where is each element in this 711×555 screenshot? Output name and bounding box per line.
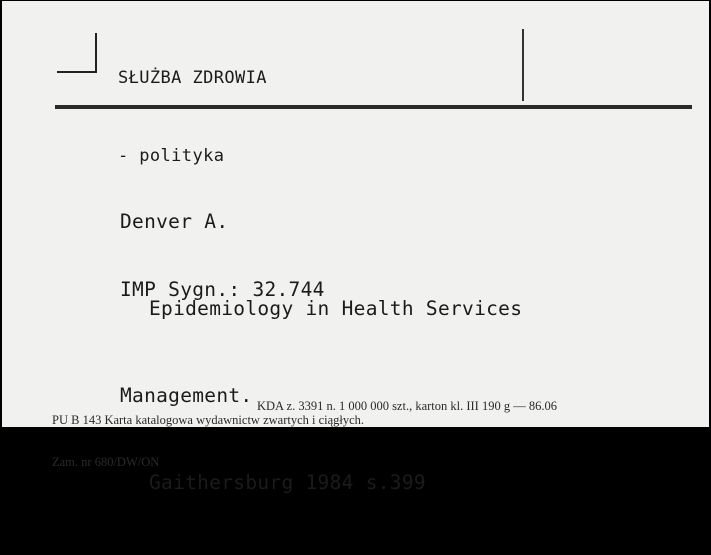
- footer-line-2-right: KDA z. 3391 n. 1 000 000 szt., karton kl. III 190 g — 86.06: [257, 399, 557, 413]
- vertical-divider: [522, 29, 524, 101]
- corner-bracket-mark: [57, 33, 97, 73]
- horizontal-divider: [55, 105, 692, 109]
- publication-line: Gaithersburg 1984 s.399: [149, 471, 426, 494]
- call-number: IMP Sygn.: 32.744: [120, 278, 325, 301]
- catalog-card: [2, 1, 709, 494]
- author-line: Denver A.: [120, 210, 229, 233]
- footer-line-1: PU B 143 Karta katalogowa wydawnictw zwartych i ciągłych.: [52, 413, 365, 427]
- subject-subheading: - polityka: [118, 146, 225, 166]
- subject-heading: SŁUŻBA ZDROWIA: [118, 68, 267, 88]
- title-line-2: Management.: [120, 384, 253, 407]
- footer-line-2-left: Zam. nr 680/DW/ON: [52, 455, 160, 469]
- title-line-1: Epidemiology in Health Services: [149, 297, 523, 320]
